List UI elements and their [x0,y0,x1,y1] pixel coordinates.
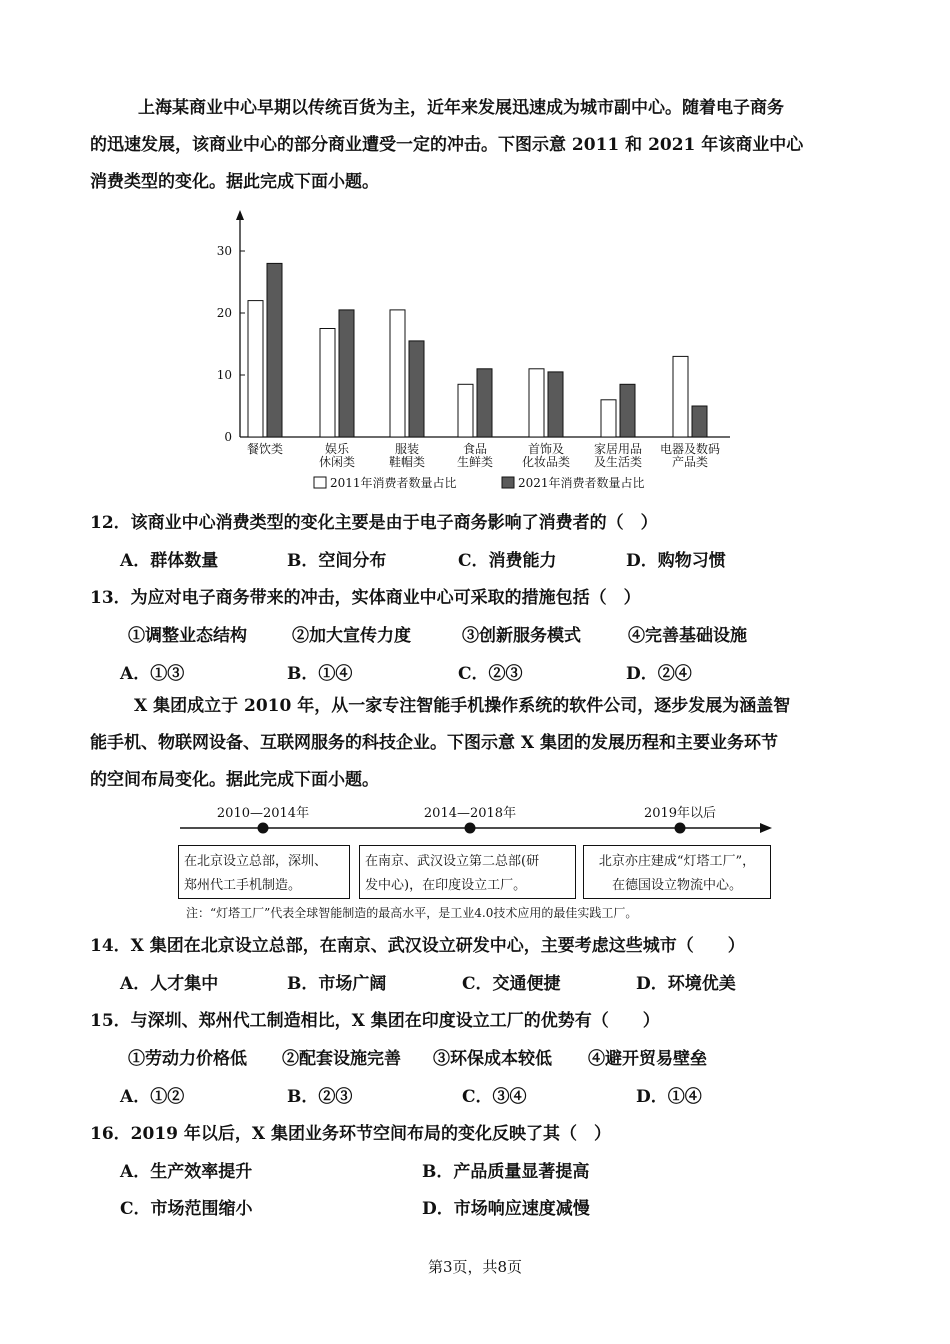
timeline-box-2 [359,845,576,899]
question-15-stem: 15．与深圳、郑州代工制造相比，X 集团在印度设立工厂的优势有（ ） [90,1011,660,1031]
q13-option-a: A．①③ [120,664,185,684]
timeline-period-1: 2010—2014年 [216,806,310,821]
legend-label-2011: 2011年消费者数量占比 [330,476,457,490]
category-label: 食品 [462,442,488,456]
category-label: 鞋帽类 [388,455,426,469]
passage-1-line: 的迅速发展，该商业中心的部分商业遭受一定的冲击。下图示意 2011 和 2021 年该商业中心 [90,135,804,155]
q15-item-2: ②配套设施完善 [282,1049,401,1069]
y-axis-arrow [236,210,244,220]
bar-2021 [692,406,707,437]
timeline-note: 注：“灯塔工厂”代表全球智能制造的最高水平，是工业4.0技术应用的最佳实践工厂。 [186,906,638,920]
y-tick-label: 20 [216,306,232,320]
q13-item-3: ③创新服务模式 [462,626,581,646]
bar-2011 [458,384,473,437]
category-label: 服装 [394,442,420,456]
q15-item-4: ④避开贸易壁垒 [588,1049,707,1069]
page-number: 第3页，共8页 [427,1258,523,1276]
bar-2011 [248,301,263,437]
bar-2011 [390,310,405,437]
q14-option-c: C．交通便捷 [462,974,561,994]
timeline-box-1 [178,845,350,899]
legend-label-2021: 2021年消费者数量占比 [518,476,645,490]
question-13-stem: 13．为应对电子商务带来的冲击，实体商业中心可采取的措施包括（ ） [90,588,641,608]
q14-option-d: D．环境优美 [636,974,736,994]
category-label: 娱乐 [324,442,350,456]
question-12-stem: 12．该商业中心消费类型的变化主要是由于电子商务影响了消费者的（ ） [90,513,658,533]
q13-item-2: ②加大宣传力度 [292,626,411,646]
q13-item-1: ①调整业态结构 [128,626,247,646]
legend-swatch-2021 [502,477,514,488]
y-tick-label: 10 [216,368,232,382]
q15-option-b: B．②③ [287,1087,353,1107]
q12-option-d: D．购物习惯 [626,551,726,571]
question-14-stem: 14．X 集团在北京设立总部，在南京、武汉设立研发中心，主要考虑这些城市（ ） [90,936,745,956]
category-label: 生鲜类 [456,455,494,469]
category-label: 餐饮类 [246,442,284,456]
bar-2011 [320,329,335,438]
q16-option-c: C．市场范围缩小 [120,1199,253,1219]
category-label: 首饰及 [527,442,565,456]
passage-2-line: 的空间布局变化。据此完成下面小题。 [90,770,379,790]
passage-2-line: 能手机、物联网设备、互联网服务的科技企业。下图示意 X 集团的发展历程和主要业务环节 [90,733,779,753]
passage-1 [90,90,870,201]
timeline-period-3: 2019年以后 [643,806,717,821]
timeline-box-2-line: 发中心)，在印度设立工厂。 [365,878,527,893]
q12-option-b: B．空间分布 [287,551,387,571]
category-label: 化妆品类 [521,455,571,469]
category-label: 休闲类 [318,455,356,469]
q13-option-b: B．①④ [287,664,353,684]
y-tick-label: 30 [216,244,232,258]
passage-2 [90,688,870,799]
timeline-box-3-line: 北京亦庄建成“灯塔工厂”， [598,854,756,869]
question-16-stem: 16．2019 年以后，X 集团业务环节空间布局的变化反映了其（ ） [90,1124,611,1144]
q14-option-a: A．人才集中 [120,974,219,994]
bar-2021 [339,310,354,437]
timeline-point-3 [675,823,686,834]
q13-option-d: D．②④ [626,664,692,684]
q16-option-d: D．市场响应速度减慢 [422,1199,590,1219]
timeline-box-3-line: 在德国设立物流中心。 [611,878,742,893]
q16-option-b: B．产品质量显著提高 [422,1162,590,1182]
bar-2021 [548,372,563,437]
category-label: 及生活类 [593,455,643,469]
q15-item-3: ③环保成本较低 [433,1049,552,1069]
q13-item-4: ④完善基础设施 [628,626,747,646]
legend-swatch-2011 [314,477,326,488]
q12-option-c: C．消费能力 [458,551,557,571]
timeline-point-1 [258,823,269,834]
category-label: 家居用品 [593,442,643,456]
bar-2011 [601,400,616,437]
consumption-bar-chart [190,208,750,493]
timeline-point-2 [465,823,476,834]
timeline-box-3 [583,845,771,899]
bar-2011 [673,356,688,437]
y-tick-label: 0 [224,430,232,444]
q15-option-a: A．①② [120,1087,185,1107]
q15-item-1: ①劳动力价格低 [128,1049,247,1069]
timeline-period-2: 2014—2018年 [423,806,517,821]
bar-2021 [409,341,424,437]
passage-1-line: 消费类型的变化。据此完成下面小题。 [90,172,379,192]
q15-option-d: D．①④ [636,1087,702,1107]
category-label: 电器及数码 [659,442,721,456]
timeline-box-1-line: 在北京设立总部，深圳、 [184,854,328,869]
q14-option-b: B．市场广阔 [287,974,387,994]
bar-2021 [620,384,635,437]
q12-option-a: A．群体数量 [120,551,219,571]
passage-1-line: 上海某商业中心早期以传统百货为主，近年来发展迅速成为城市副中心。随着电子商务 [138,98,784,118]
q16-option-a: A．生产效率提升 [120,1162,253,1182]
bar-2011 [529,369,544,437]
q15-option-c: C．③④ [462,1087,527,1107]
category-label: 产品类 [671,455,709,469]
timeline-diagram [178,800,778,925]
timeline-box-1-line: 郑州代工手机制造。 [184,878,302,893]
timeline-box-2-line: 在南京、武汉设立第二总部(研 [365,854,540,869]
bar-2021 [267,263,282,437]
passage-2-line: X 集团成立于 2010 年，从一家专注智能手机操作系统的软件公司，逐步发展为涵盖智 [134,696,791,716]
bar-2021 [477,369,492,437]
q13-option-c: C．②③ [458,664,523,684]
